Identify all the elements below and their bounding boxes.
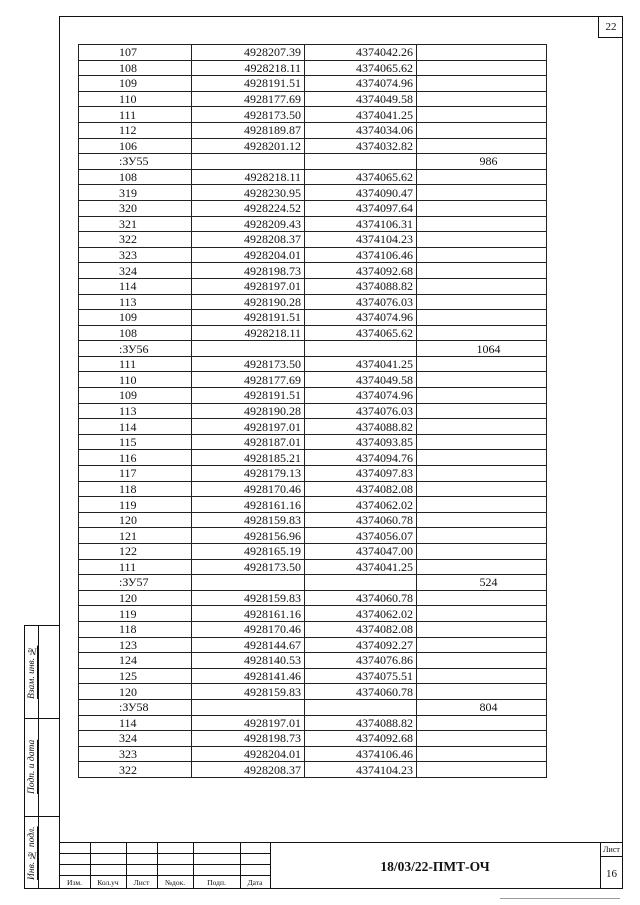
replacement-inventory-label: Взам. инв. №	[27, 645, 37, 699]
area-cell	[417, 653, 547, 669]
point-number-cell: 320	[79, 200, 192, 216]
x-coordinate-cell: 4928191.51	[192, 76, 305, 92]
area-cell	[417, 138, 547, 154]
y-coordinate-cell: 4374106.46	[305, 247, 417, 263]
point-number-cell: 323	[79, 247, 192, 263]
x-coordinate-cell: 4928159.83	[192, 684, 305, 700]
y-coordinate-cell: 4374062.02	[305, 606, 417, 622]
x-coordinate-cell	[192, 341, 305, 357]
point-number-cell: 108	[79, 325, 192, 341]
area-cell	[417, 621, 547, 637]
area-cell: 986	[417, 154, 547, 170]
table-row	[79, 122, 547, 138]
y-coordinate-cell: 4374060.78	[305, 512, 417, 528]
table-row	[79, 294, 547, 310]
area-cell	[417, 684, 547, 700]
table-row	[79, 263, 547, 279]
area-cell	[417, 715, 547, 731]
area-cell	[417, 107, 547, 123]
y-coordinate-cell: 4374104.23	[305, 232, 417, 248]
x-coordinate-cell: 4928165.19	[192, 544, 305, 560]
y-coordinate-cell: 4374076.86	[305, 653, 417, 669]
table-row	[79, 310, 547, 326]
point-number-cell: 321	[79, 216, 192, 232]
col-label-date: Дата	[247, 878, 263, 887]
col-label-change: Изм.	[67, 878, 82, 887]
col-label-signature: Подп.	[207, 878, 226, 887]
x-coordinate-cell: 4928173.50	[192, 559, 305, 575]
strip-divider	[25, 718, 60, 719]
sheet-number: 16	[606, 867, 617, 880]
x-coordinate-cell: 4928161.16	[192, 606, 305, 622]
area-cell	[417, 762, 547, 778]
x-coordinate-cell: 4928191.51	[192, 388, 305, 404]
area-cell	[417, 310, 547, 326]
y-coordinate-cell: 4374075.51	[305, 668, 417, 684]
table-row	[79, 91, 547, 107]
area-cell: 1064	[417, 341, 547, 357]
point-number-cell: 113	[79, 294, 192, 310]
page-number: 22	[598, 16, 623, 38]
x-coordinate-cell: 4928198.73	[192, 263, 305, 279]
table-row	[79, 419, 547, 435]
x-coordinate-cell: 4928187.01	[192, 434, 305, 450]
table-row	[79, 637, 547, 653]
table-row	[79, 450, 547, 466]
y-coordinate-cell: 4374062.02	[305, 497, 417, 513]
y-coordinate-cell: 4374047.00	[305, 544, 417, 560]
y-coordinate-cell: 4374106.46	[305, 746, 417, 762]
x-coordinate-cell: 4928185.21	[192, 450, 305, 466]
area-cell: 804	[417, 699, 547, 715]
x-coordinate-cell: 4928208.37	[192, 762, 305, 778]
point-number-cell: 117	[79, 466, 192, 482]
bottom-mark	[500, 898, 620, 899]
y-coordinate-cell: 4374092.68	[305, 263, 417, 279]
strip-divider	[25, 816, 60, 817]
x-coordinate-cell: 4928170.46	[192, 621, 305, 637]
coordinates-table	[78, 44, 547, 778]
col-label-count: Кол.уч	[97, 878, 119, 887]
x-coordinate-cell: 4928218.11	[192, 169, 305, 185]
title-block	[59, 842, 623, 889]
table-row	[79, 60, 547, 76]
x-coordinate-cell: 4928173.50	[192, 107, 305, 123]
point-number-cell: 322	[79, 232, 192, 248]
parcel-header-row	[79, 575, 547, 591]
y-coordinate-cell: 4374049.58	[305, 91, 417, 107]
x-coordinate-cell	[192, 575, 305, 591]
area-cell	[417, 185, 547, 201]
table-row	[79, 466, 547, 482]
area-cell	[417, 216, 547, 232]
y-coordinate-cell: 4374076.03	[305, 403, 417, 419]
x-coordinate-cell: 4928177.69	[192, 91, 305, 107]
point-number-cell: 111	[79, 107, 192, 123]
y-coordinate-cell: 4374034.06	[305, 122, 417, 138]
area-cell	[417, 497, 547, 513]
y-coordinate-cell: 4374042.26	[305, 45, 417, 61]
area-cell	[417, 466, 547, 482]
area-cell	[417, 746, 547, 762]
x-coordinate-cell: 4928208.37	[192, 232, 305, 248]
table-row	[79, 621, 547, 637]
y-coordinate-cell: 4374076.03	[305, 294, 417, 310]
x-coordinate-cell: 4928173.50	[192, 356, 305, 372]
y-coordinate-cell: 4374074.96	[305, 310, 417, 326]
point-number-cell: 319	[79, 185, 192, 201]
y-coordinate-cell: 4374060.78	[305, 684, 417, 700]
table-row	[79, 731, 547, 747]
table-row	[79, 200, 547, 216]
y-coordinate-cell: 4374097.64	[305, 200, 417, 216]
y-coordinate-cell: 4374082.08	[305, 621, 417, 637]
x-coordinate-cell: 4928218.11	[192, 325, 305, 341]
original-inventory-label: Инв. № подл.	[27, 826, 37, 880]
x-coordinate-cell: 4928204.01	[192, 247, 305, 263]
point-number-cell: 108	[79, 169, 192, 185]
table-row	[79, 481, 547, 497]
x-coordinate-cell: 4928197.01	[192, 715, 305, 731]
point-number-cell: 118	[79, 621, 192, 637]
area-cell	[417, 544, 547, 560]
y-coordinate-cell: 4374049.58	[305, 372, 417, 388]
table-row	[79, 653, 547, 669]
area-cell	[417, 731, 547, 747]
y-coordinate-cell: 4374088.82	[305, 278, 417, 294]
y-coordinate-cell: 4374088.82	[305, 715, 417, 731]
x-coordinate-cell: 4928179.13	[192, 466, 305, 482]
y-coordinate-cell: 4374032.82	[305, 138, 417, 154]
point-number-cell: 114	[79, 715, 192, 731]
x-coordinate-cell: 4928209.43	[192, 216, 305, 232]
sheet-label: Лист	[600, 843, 623, 857]
point-number-cell: 111	[79, 356, 192, 372]
point-number-cell: 112	[79, 122, 192, 138]
point-number-cell: 114	[79, 419, 192, 435]
y-coordinate-cell: 4374041.25	[305, 107, 417, 123]
y-coordinate-cell	[305, 341, 417, 357]
point-number-cell: 125	[79, 668, 192, 684]
y-coordinate-cell: 4374074.96	[305, 388, 417, 404]
point-number-cell: 109	[79, 388, 192, 404]
x-coordinate-cell: 4928190.28	[192, 294, 305, 310]
y-coordinate-cell: 4374094.76	[305, 450, 417, 466]
point-number-cell: 124	[79, 653, 192, 669]
area-cell	[417, 419, 547, 435]
area-cell	[417, 263, 547, 279]
table-row	[79, 356, 547, 372]
x-coordinate-cell: 4928170.46	[192, 481, 305, 497]
y-coordinate-cell	[305, 575, 417, 591]
y-coordinate-cell: 4374106.31	[305, 216, 417, 232]
point-number-cell: 115	[79, 434, 192, 450]
table-row	[79, 232, 547, 248]
point-number-cell: 110	[79, 91, 192, 107]
table-row	[79, 762, 547, 778]
x-coordinate-cell	[192, 154, 305, 170]
y-coordinate-cell: 4374092.68	[305, 731, 417, 747]
table-row	[79, 107, 547, 123]
y-coordinate-cell: 4374074.96	[305, 76, 417, 92]
area-cell	[417, 200, 547, 216]
table-row	[79, 76, 547, 92]
point-number-cell: 118	[79, 481, 192, 497]
area-cell	[417, 60, 547, 76]
point-number-cell: 119	[79, 606, 192, 622]
y-coordinate-cell: 4374041.25	[305, 559, 417, 575]
table-row	[79, 278, 547, 294]
x-coordinate-cell: 4928218.11	[192, 60, 305, 76]
point-number-cell: 111	[79, 559, 192, 575]
area-cell	[417, 45, 547, 61]
y-coordinate-cell: 4374065.62	[305, 60, 417, 76]
point-number-cell: 113	[79, 403, 192, 419]
table-row	[79, 528, 547, 544]
point-number-cell: 109	[79, 310, 192, 326]
table-row	[79, 434, 547, 450]
document-code: 18/03/22-ПМТ-ОЧ	[380, 858, 490, 874]
point-number-cell: 116	[79, 450, 192, 466]
y-coordinate-cell: 4374082.08	[305, 481, 417, 497]
table-row	[79, 325, 547, 341]
area-cell	[417, 294, 547, 310]
point-number-cell: 107	[79, 45, 192, 61]
area-cell	[417, 559, 547, 575]
table-row	[79, 590, 547, 606]
x-coordinate-cell: 4928224.52	[192, 200, 305, 216]
point-number-cell: 323	[79, 746, 192, 762]
area-cell	[417, 434, 547, 450]
point-number-cell: :ЗУ57	[79, 575, 192, 591]
area-cell	[417, 169, 547, 185]
parcel-header-row	[79, 154, 547, 170]
table-row	[79, 45, 547, 61]
table-row	[79, 169, 547, 185]
area-cell	[417, 91, 547, 107]
point-number-cell: 120	[79, 590, 192, 606]
point-number-cell: 109	[79, 76, 192, 92]
x-coordinate-cell: 4928159.83	[192, 512, 305, 528]
point-number-cell: 120	[79, 684, 192, 700]
area-cell: 524	[417, 575, 547, 591]
tb-row-line	[59, 853, 270, 854]
area-cell	[417, 590, 547, 606]
area-cell	[417, 122, 547, 138]
x-coordinate-cell: 4928207.39	[192, 45, 305, 61]
area-cell	[417, 278, 547, 294]
y-coordinate-cell: 4374093.85	[305, 434, 417, 450]
point-number-cell: 324	[79, 263, 192, 279]
signature-date-label: Подп. и дата	[27, 739, 37, 795]
x-coordinate-cell: 4928204.01	[192, 746, 305, 762]
point-number-cell: 324	[79, 731, 192, 747]
table-row	[79, 715, 547, 731]
y-coordinate-cell: 4374065.62	[305, 325, 417, 341]
y-coordinate-cell	[305, 154, 417, 170]
parcel-header-row	[79, 699, 547, 715]
area-cell	[417, 528, 547, 544]
col-label-sheet: Лист	[133, 878, 150, 887]
area-cell	[417, 403, 547, 419]
table-row	[79, 497, 547, 513]
y-coordinate-cell: 4374041.25	[305, 356, 417, 372]
area-cell	[417, 372, 547, 388]
table-row	[79, 372, 547, 388]
table-row	[79, 746, 547, 762]
point-number-cell: 110	[79, 372, 192, 388]
x-coordinate-cell: 4928190.28	[192, 403, 305, 419]
table-row	[79, 606, 547, 622]
point-number-cell: 123	[79, 637, 192, 653]
y-coordinate-cell	[305, 699, 417, 715]
x-coordinate-cell: 4928197.01	[192, 278, 305, 294]
x-coordinate-cell: 4928156.96	[192, 528, 305, 544]
point-number-cell: 108	[79, 60, 192, 76]
y-coordinate-cell: 4374088.82	[305, 419, 417, 435]
x-coordinate-cell: 4928201.12	[192, 138, 305, 154]
table-row	[79, 138, 547, 154]
area-cell	[417, 668, 547, 684]
table-row	[79, 247, 547, 263]
x-coordinate-cell: 4928197.01	[192, 419, 305, 435]
y-coordinate-cell: 4374060.78	[305, 590, 417, 606]
tb-row-line	[59, 864, 270, 865]
table-row	[79, 216, 547, 232]
x-coordinate-cell: 4928198.73	[192, 731, 305, 747]
area-cell	[417, 247, 547, 263]
point-number-cell: 122	[79, 544, 192, 560]
x-coordinate-cell: 4928144.67	[192, 637, 305, 653]
point-number-cell: :ЗУ58	[79, 699, 192, 715]
binding-strip	[24, 625, 59, 889]
area-cell	[417, 512, 547, 528]
x-coordinate-cell: 4928140.53	[192, 653, 305, 669]
col-label-docnum: №док.	[164, 878, 186, 887]
area-cell	[417, 388, 547, 404]
table-row	[79, 512, 547, 528]
table-row	[79, 684, 547, 700]
point-number-cell: 106	[79, 138, 192, 154]
area-cell	[417, 356, 547, 372]
area-cell	[417, 606, 547, 622]
x-coordinate-cell: 4928159.83	[192, 590, 305, 606]
x-coordinate-cell: 4928177.69	[192, 372, 305, 388]
parcel-header-row	[79, 341, 547, 357]
x-coordinate-cell: 4928161.16	[192, 497, 305, 513]
table-row	[79, 185, 547, 201]
point-number-cell: 120	[79, 512, 192, 528]
area-cell	[417, 450, 547, 466]
y-coordinate-cell: 4374104.23	[305, 762, 417, 778]
y-coordinate-cell: 4374056.07	[305, 528, 417, 544]
x-coordinate-cell: 4928189.87	[192, 122, 305, 138]
area-cell	[417, 481, 547, 497]
point-number-cell: 114	[79, 278, 192, 294]
area-cell	[417, 637, 547, 653]
point-number-cell: :ЗУ55	[79, 154, 192, 170]
area-cell	[417, 325, 547, 341]
table-row	[79, 668, 547, 684]
table-row	[79, 559, 547, 575]
y-coordinate-cell: 4374065.62	[305, 169, 417, 185]
x-coordinate-cell: 4928191.51	[192, 310, 305, 326]
area-cell	[417, 232, 547, 248]
y-coordinate-cell: 4374097.83	[305, 466, 417, 482]
x-coordinate-cell: 4928230.95	[192, 185, 305, 201]
x-coordinate-cell: 4928141.46	[192, 668, 305, 684]
table-row	[79, 403, 547, 419]
table-row	[79, 388, 547, 404]
y-coordinate-cell: 4374092.27	[305, 637, 417, 653]
y-coordinate-cell: 4374090.47	[305, 185, 417, 201]
table-row	[79, 544, 547, 560]
point-number-cell: 119	[79, 497, 192, 513]
point-number-cell: :ЗУ56	[79, 341, 192, 357]
point-number-cell: 121	[79, 528, 192, 544]
area-cell	[417, 76, 547, 92]
x-coordinate-cell	[192, 699, 305, 715]
point-number-cell: 322	[79, 762, 192, 778]
